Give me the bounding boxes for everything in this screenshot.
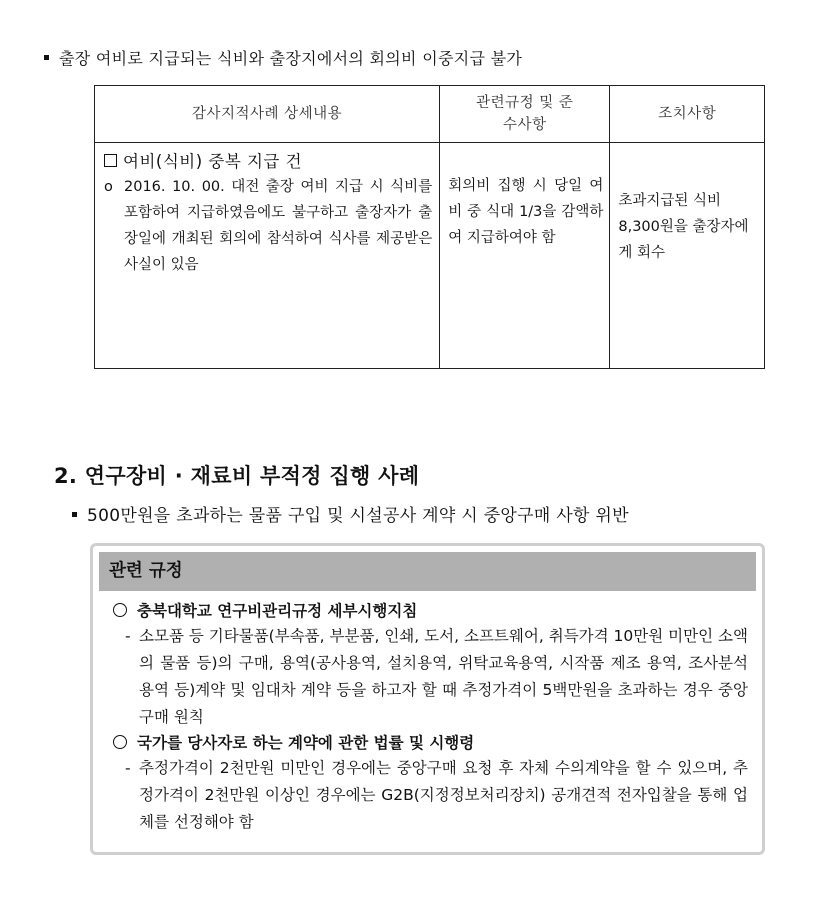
case-text: 2016. 10. 00. 대전 출장 여비 지급 시 식비를 포함하여 지급하였음에도 불구하고 출장자가 출장일에 개최된 회의에 참석하여 식사를 제공받은 사실이 있음	[124, 179, 433, 273]
rule-item-title: 국가를 당사자로 하는 계약에 관한 법률 및 시행령	[113, 731, 748, 755]
header-detail: 감사지적사례 상세내용	[95, 86, 440, 143]
header-action: 조치사항	[610, 86, 765, 143]
audit-case-table	[94, 85, 765, 369]
dash-marker: -	[125, 759, 131, 777]
section-bullet: 500만원을 초과하는 물품 구입 및 시설공사 계약 시 중앙구매 사항 위반	[72, 501, 629, 526]
square-bullet-icon	[72, 512, 77, 517]
case-title: 여비(식비) 중복 지급 건	[96, 144, 438, 174]
panel-body	[93, 591, 762, 836]
related-rules-panel	[90, 543, 765, 855]
action-cell: 초과지급된 식비 8,300원을 출장자에게 회수	[610, 143, 765, 369]
rule-item-text: - 추정가격이 2천만원 미만인 경우에는 중앙구매 요청 후 자체 수의계약을 할 수 있으며, 추정가격이 2천만원 이상인 경우에는 G2B(지정정보처리장치) 공개견적 전자입찰을 통해 업체를 선정해야 함	[113, 755, 748, 836]
square-bullet-icon	[44, 55, 49, 60]
table-row	[95, 143, 765, 369]
intro-bullet: 출장 여비로 지급되는 식비와 출장지에서의 회의비 이중지급 불가	[44, 46, 522, 69]
checkbox-square-icon	[104, 154, 117, 167]
case-body	[96, 174, 438, 280]
circle-bullet-icon	[113, 603, 127, 617]
case-detail-cell	[95, 143, 440, 369]
rule-cell: 회의비 집행 시 당일 여비 중 식대 1/3을 감액하여 지급하여야 함	[440, 143, 610, 369]
section-title: 2. 연구장비 · 재료비 부적정 집행 사례	[54, 464, 420, 488]
rule-item-text: - 소모품 등 기타물품(부속품, 부분품, 인쇄, 도서, 소프트웨어, 취득가격 10만원 미만인 소액의 물품 등)의 구매, 용역(공사용역, 설치용역, 위탁교육용역, 시작품 제조 용역, 조사분석용역 등)계약 및 임대차 계약 등을 하고자 할 때 추정가격이 5백만원을 초과하는 경우 중앙구매 원칙	[113, 623, 748, 731]
circle-bullet-icon	[113, 735, 127, 749]
dash-marker: -	[125, 627, 131, 645]
rule-item-title: 충북대학교 연구비관리규정 세부시행지침	[113, 599, 748, 623]
table-header-row	[95, 86, 765, 143]
case-marker: o	[104, 179, 113, 195]
panel-header: 관련 규정	[99, 552, 756, 591]
header-rules: 관련규정 및 준수사항	[440, 86, 610, 143]
